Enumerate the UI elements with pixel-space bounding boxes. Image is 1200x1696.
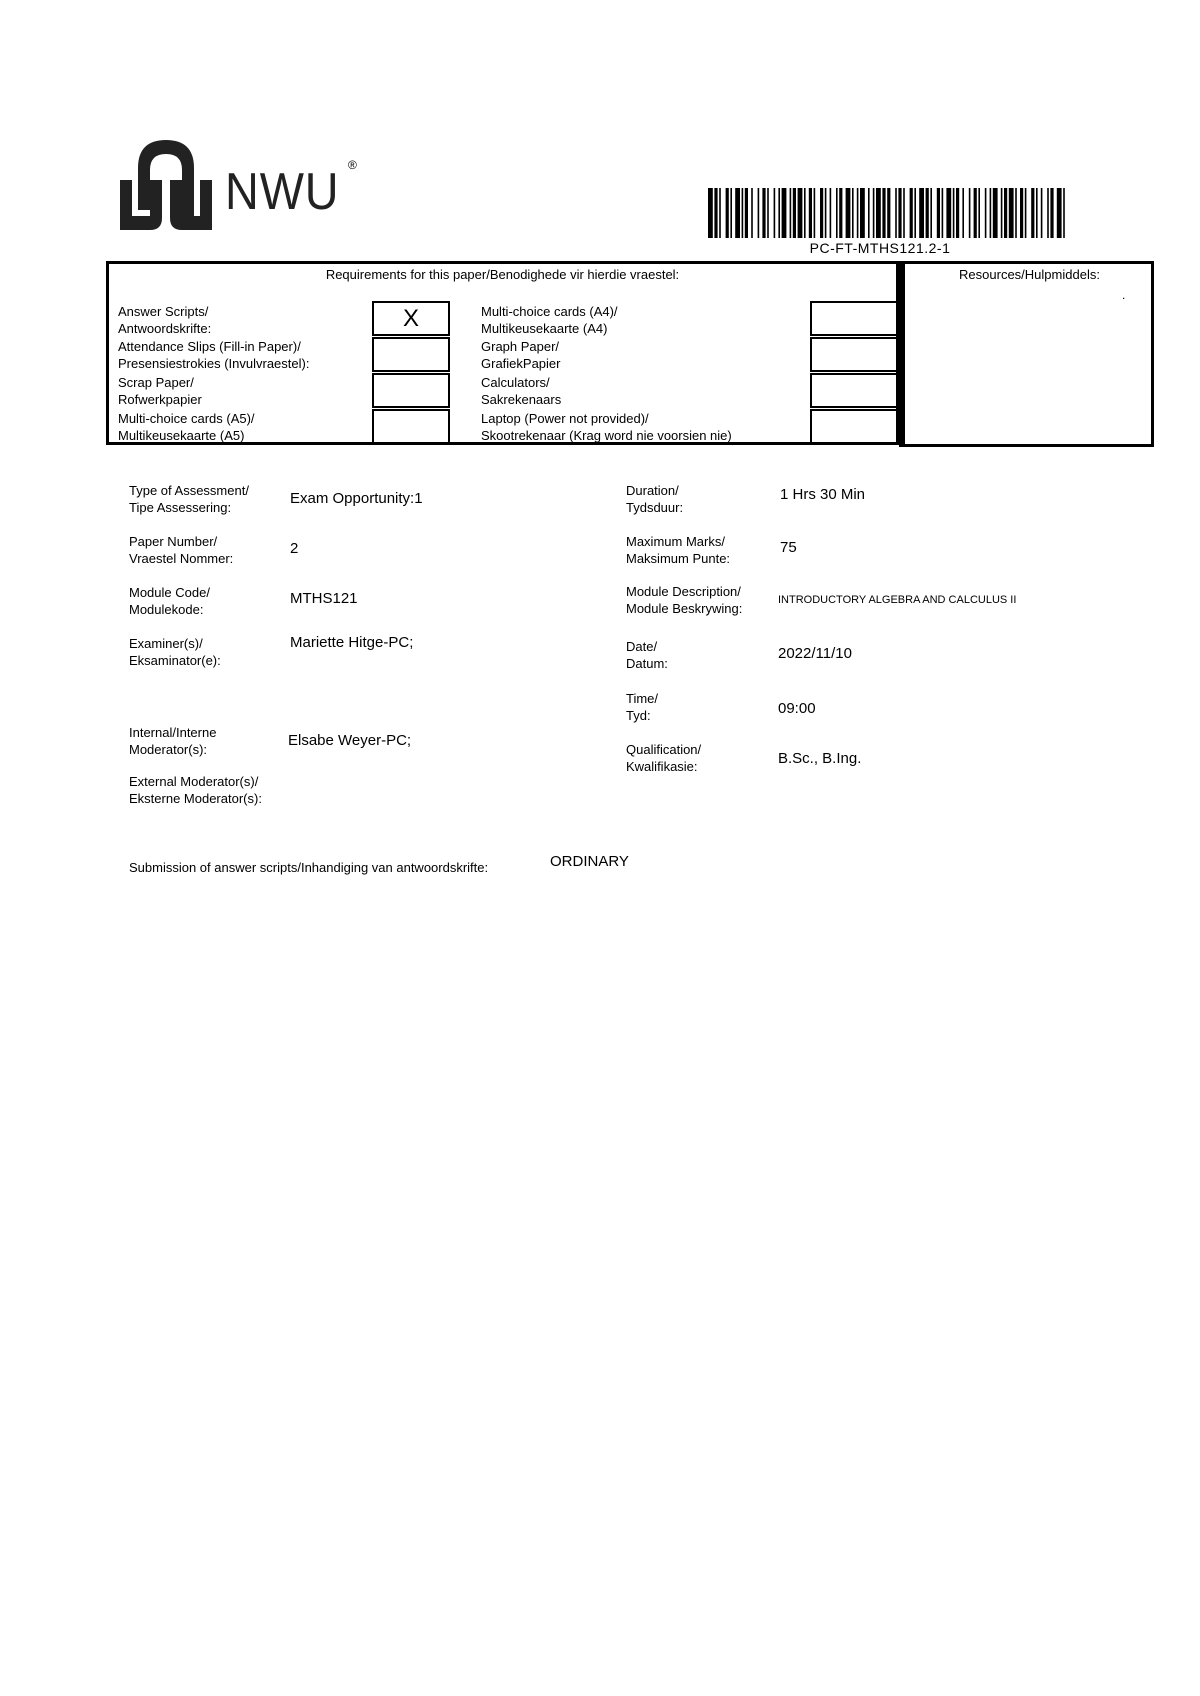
nwu-logo bbox=[120, 140, 370, 240]
barcode-bar bbox=[887, 188, 890, 238]
checkbox-mc-cards-a5[interactable] bbox=[372, 409, 450, 444]
duration-value: 1 Hrs 30 Min bbox=[780, 486, 866, 503]
duration-label: Duration/ Tydsduur: bbox=[626, 483, 684, 515]
assessment-type-value: Exam Opportunity:1 bbox=[290, 490, 423, 507]
barcode-bar bbox=[942, 188, 944, 238]
requirement-mc-cards-a4: Multi-choice cards (A4)/ Multikeusekaarte (A4) bbox=[481, 304, 618, 336]
requirement-calculators: Calculators/ Sakrekenaars bbox=[481, 375, 562, 407]
barcode-bar bbox=[1031, 188, 1034, 238]
barcode-bar bbox=[860, 188, 865, 238]
barcode-bar bbox=[767, 188, 769, 238]
max-marks-value: 75 bbox=[780, 539, 797, 556]
barcode-bar bbox=[793, 188, 796, 238]
barcode-bar bbox=[820, 188, 823, 238]
requirements-title: Requirements for this paper/Benodighede vir hierdie vraestel: bbox=[325, 267, 680, 282]
barcode-bar bbox=[825, 188, 827, 238]
checkbox-graph-paper[interactable] bbox=[810, 337, 899, 372]
barcode-bar bbox=[730, 188, 732, 238]
date-value: 2022/11/10 bbox=[778, 645, 852, 662]
barcode-bar bbox=[1050, 188, 1053, 238]
barcode-bar bbox=[839, 188, 842, 238]
barcode-bar bbox=[876, 188, 881, 238]
barcode-bar bbox=[1015, 188, 1017, 238]
barcode-bar bbox=[857, 188, 859, 238]
barcode-bar bbox=[751, 188, 753, 238]
barcode-bar bbox=[745, 188, 748, 238]
barcode-bar bbox=[873, 188, 875, 238]
nwu-logo-mark-icon bbox=[120, 140, 220, 240]
barcode-bar bbox=[1063, 188, 1065, 238]
barcode-bar bbox=[714, 188, 717, 238]
logo-text: NWU bbox=[225, 163, 340, 221]
requirement-answer-scripts: Answer Scripts/ Antwoordskrifte: bbox=[118, 304, 212, 336]
barcode-bar bbox=[926, 188, 929, 238]
barcode-bar bbox=[969, 188, 971, 238]
barcode-bar bbox=[852, 188, 854, 238]
checkbox-answer-scripts[interactable]: X bbox=[372, 301, 450, 336]
barcode-bar bbox=[1036, 188, 1038, 238]
qualification-value: B.Sc., B.Ing. bbox=[778, 750, 862, 767]
barcode-bar bbox=[1009, 188, 1014, 238]
barcode-bar bbox=[1057, 188, 1062, 238]
barcode-bar bbox=[809, 188, 812, 238]
barcode-bar bbox=[868, 188, 870, 238]
barcode-bar bbox=[956, 188, 959, 238]
submission-value: ORDINARY bbox=[550, 853, 629, 870]
barcode-bar bbox=[836, 188, 838, 238]
barcode-bar bbox=[762, 188, 765, 238]
barcode-bar bbox=[1041, 188, 1043, 238]
barcode bbox=[708, 188, 1068, 238]
paper-number-value: 2 bbox=[290, 540, 299, 557]
module-description-value: INTRODUCTORY ALGEBRA AND CALCULUS II bbox=[778, 594, 1017, 606]
internal-moderator-value: Elsabe Weyer-PC; bbox=[288, 732, 412, 749]
barcode-bar bbox=[846, 188, 851, 238]
barcode-bar bbox=[990, 188, 992, 238]
registered-mark: ® bbox=[348, 158, 357, 172]
barcode-bar bbox=[742, 188, 744, 238]
resources-box bbox=[899, 261, 1154, 447]
module-code-value: MTHS121 bbox=[290, 590, 358, 607]
paper-number-label: Paper Number/ Vraestel Nommer: bbox=[129, 534, 234, 566]
barcode-text: PC-FT-MTHS121.2-1 bbox=[809, 240, 951, 256]
barcode-bar bbox=[895, 188, 897, 238]
barcode-bar bbox=[830, 188, 832, 238]
requirement-mc-cards-a5: Multi-choice cards (A5)/ Multikeusekaarte (A5) bbox=[118, 411, 255, 443]
barcode-bar bbox=[910, 188, 913, 238]
barcode-bar bbox=[962, 188, 964, 238]
barcode-bar bbox=[1001, 188, 1003, 238]
barcode-bar bbox=[919, 188, 924, 238]
barcode-bar bbox=[978, 188, 980, 238]
max-marks-label: Maximum Marks/ Maksimum Punte: bbox=[626, 534, 731, 566]
date-label: Date/ Datum: bbox=[626, 639, 668, 671]
resources-title: Resources/Hulpmiddels: bbox=[959, 267, 1100, 282]
barcode-bar bbox=[708, 188, 713, 238]
barcode-bar bbox=[804, 188, 806, 238]
time-value: 09:00 bbox=[778, 700, 816, 717]
module-description-label: Module Description/ Module Beskrywing: bbox=[626, 584, 743, 616]
barcode-bar bbox=[798, 188, 803, 238]
barcode-bar bbox=[1004, 188, 1007, 238]
barcode-bar bbox=[1020, 188, 1023, 238]
checkbox-laptop[interactable] bbox=[810, 409, 899, 444]
barcode-bar bbox=[903, 188, 905, 238]
checkbox-attendance-slips[interactable] bbox=[372, 337, 450, 372]
examiner-label: Examiner(s)/ Eksaminator(e): bbox=[129, 636, 221, 668]
internal-moderator-label: Internal/Interne Moderator(s): bbox=[129, 725, 217, 757]
barcode-bar bbox=[985, 188, 987, 238]
barcode-bar bbox=[898, 188, 901, 238]
barcode-bar bbox=[993, 188, 998, 238]
time-label: Time/ Tyd: bbox=[626, 691, 659, 723]
requirement-scrap-paper: Scrap Paper/ Rofwerkpapier bbox=[118, 375, 202, 407]
barcode-bar bbox=[974, 188, 977, 238]
barcode-bar bbox=[758, 188, 760, 238]
module-code-label: Module Code/ Modulekode: bbox=[129, 585, 210, 617]
qualification-label: Qualification/ Kwalifikasie: bbox=[626, 742, 702, 774]
examiner-value: Mariette Hitge-PC; bbox=[290, 634, 414, 651]
barcode-bar bbox=[930, 188, 932, 238]
barcode-bar bbox=[774, 188, 776, 238]
requirement-laptop: Laptop (Power not provided)/ Skootrekenaar (Krag word nie voorsien nie) bbox=[481, 411, 732, 443]
barcode-bar bbox=[1025, 188, 1027, 238]
barcode-bar bbox=[726, 188, 729, 238]
barcode-bar bbox=[937, 188, 940, 238]
assessment-type-label: Type of Assessment/ Tipe Assessering: bbox=[129, 483, 249, 515]
barcode-bar bbox=[953, 188, 955, 238]
barcode-bar bbox=[735, 188, 740, 238]
barcode-bar bbox=[1047, 188, 1049, 238]
checkbox-scrap-paper[interactable] bbox=[372, 373, 450, 408]
barcode-bar bbox=[882, 188, 885, 238]
barcode-bar bbox=[914, 188, 916, 238]
checkbox-calculators[interactable] bbox=[810, 373, 899, 408]
barcode-bar bbox=[782, 188, 787, 238]
requirement-graph-paper: Graph Paper/ GrafiekPapier bbox=[481, 339, 561, 371]
barcode-bar bbox=[778, 188, 780, 238]
barcode-bar bbox=[946, 188, 951, 238]
checkbox-mc-cards-a4[interactable] bbox=[810, 301, 899, 336]
barcode-bar bbox=[719, 188, 721, 238]
resources-value: . bbox=[1122, 288, 1126, 302]
external-moderator-label: External Moderator(s)/ Eksterne Moderator(s): bbox=[129, 774, 262, 806]
submission-label: Submission of answer scripts/Inhandiging van antwoordskrifte: bbox=[129, 860, 489, 875]
requirement-attendance-slips: Attendance Slips (Fill-in Paper)/ Presensiestrokies (Invulvraestel): bbox=[118, 339, 310, 371]
barcode-bar bbox=[814, 188, 816, 238]
barcode-bar bbox=[790, 188, 792, 238]
